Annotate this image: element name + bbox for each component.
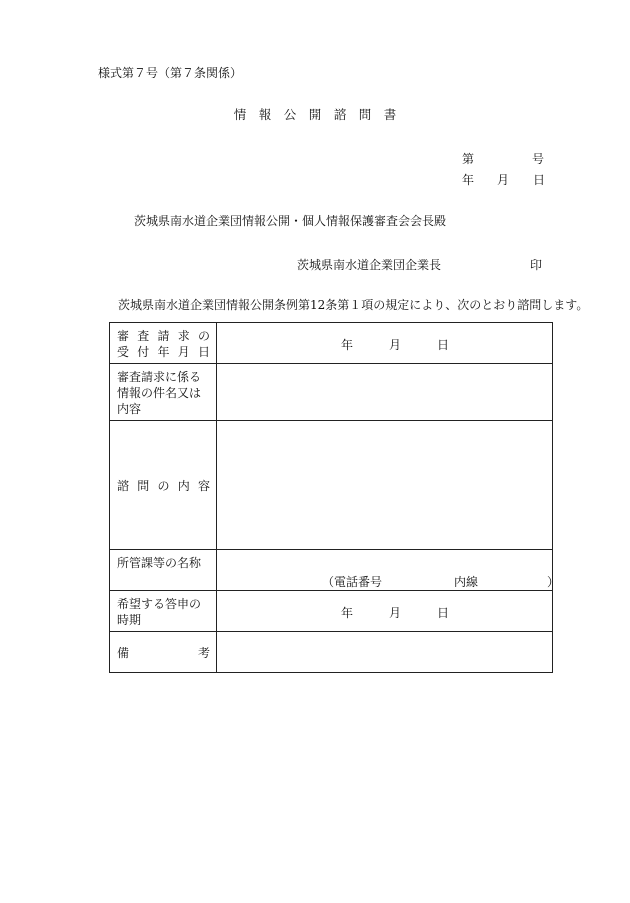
- subject-field[interactable]: [217, 364, 553, 421]
- phone-close-paren: ）: [547, 575, 560, 589]
- sender-name: 茨城県南水道企業団企業長: [297, 258, 442, 272]
- date-day-label: 日: [533, 173, 546, 187]
- phone-label: （電話番号: [322, 575, 383, 589]
- document-title: 情 報 公 開 諮 問 書: [233, 107, 397, 122]
- intro-text: 茨城県南水道企業団情報公開条例第12条第１項の規定により、次のとおり諮問します。: [118, 298, 589, 312]
- timing-month-label: 月: [389, 606, 402, 620]
- consultation-content-label: 諮問の内容: [110, 421, 217, 550]
- timing-year-label: 年: [341, 606, 354, 620]
- table-row: [110, 591, 553, 632]
- table-row: [110, 323, 553, 364]
- seal-mark: 印: [530, 258, 543, 272]
- receipt-date-label: 審査請求の 受付年月日: [110, 323, 217, 364]
- remarks-label: 備考: [110, 632, 217, 673]
- form-number: 様式第７号（第７条関係）: [98, 66, 243, 80]
- table-row: [110, 364, 553, 421]
- consultation-content-field[interactable]: [217, 421, 553, 550]
- remarks-field[interactable]: [217, 632, 553, 673]
- number-suffix: 号: [532, 152, 545, 166]
- extension-label: 内線: [454, 575, 479, 589]
- number-label: 第: [462, 152, 475, 166]
- receipt-day-label: 日: [437, 338, 450, 352]
- desired-timing-field[interactable]: [217, 591, 553, 632]
- table-row: [110, 632, 553, 673]
- receipt-year-label: 年: [341, 338, 354, 352]
- receipt-date-field[interactable]: [217, 323, 553, 364]
- table-row: [110, 421, 553, 550]
- date-year-label: 年: [462, 173, 475, 187]
- addressee: 茨城県南水道企業団情報公開・個人情報保護審査会会長殿: [134, 214, 447, 228]
- desired-timing-label: 希望する答申の 時期: [110, 591, 217, 632]
- timing-day-label: 日: [437, 606, 450, 620]
- receipt-month-label: 月: [389, 338, 402, 352]
- subject-label: 審査請求に係る 情報の件名又は 内容: [110, 364, 217, 421]
- table-row: [110, 550, 553, 591]
- department-field[interactable]: [217, 550, 560, 591]
- department-label: 所管課等の名称: [110, 550, 217, 591]
- consultation-form-table: [109, 322, 560, 673]
- date-month-label: 月: [497, 173, 510, 187]
